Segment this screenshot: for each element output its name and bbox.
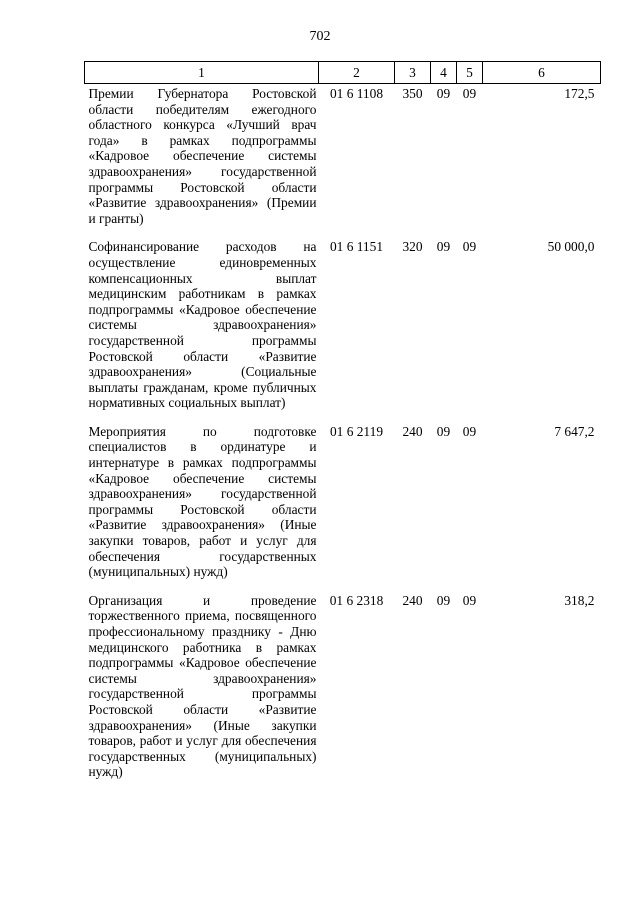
- row-name: Организация и проведение торжественного приема, посвященного профессиональному празднику - Дню медицинского работника в рамках подпрограммы «Кадровое обеспечение системы здравоохранения» государственной программы Ростовской области «Развитие здравоохранения» (Иные закупки товаров, работ и услуг для обеспечения государственных (муниципальных) нужд): [88, 592, 317, 780]
- row-name: Софинансирование расходов на осуществление единовременных компенсационных выплат медицинским работникам в рамках подпрограммы «Кадровое обеспечение системы здравоохранения» государственной программы Ростовской области «Развитие здравоохранения» (Социальные выплаты гражданам, кроме публичных нормативных социальных выплат): [88, 239, 317, 411]
- row-subsection: 09: [462, 239, 477, 255]
- row-section: 09: [436, 592, 451, 608]
- row-expense-type: 240: [402, 592, 423, 608]
- table-row: [85, 84, 601, 238]
- page-number: 702: [309, 29, 331, 44]
- row-name: Премии Губернатора Ростовской области победителям ежегодного областного конкурса «Лучший врач года» в рамках подпрограммы «Кадровое обеспечение системы здравоохранения» государственной программы Ростовской области «Развитие здравоохранения» (Премии и гранты): [88, 86, 317, 226]
- table-row: [85, 237, 601, 422]
- row-code: 01 6 1108: [329, 86, 384, 101]
- table-row: [85, 591, 601, 791]
- budget-table: [84, 61, 601, 791]
- row-name: Мероприятия по подготовке специалистов в ординатуре и интернатуре в рамках подпрограммы «Кадровое обеспечение системы здравоохранения» государственной программы Ростовской области «Развитие здравоохранения» (Иные закупки товаров, работ и услуг для обеспечения государственных (муниципальных) нужд): [88, 423, 317, 580]
- header-row: [85, 62, 601, 84]
- header-col-3: 3: [395, 62, 431, 84]
- row-section: 09: [436, 239, 451, 255]
- header-col-4: 4: [431, 62, 457, 84]
- table-header: [85, 62, 601, 84]
- row-code: 01 6 2119: [329, 423, 384, 439]
- row-expense-type: 350: [402, 86, 423, 101]
- row-section: 09: [436, 86, 451, 101]
- row-subsection: 09: [462, 86, 477, 101]
- row-subsection: 09: [462, 423, 477, 439]
- row-expense-type: 240: [402, 423, 423, 439]
- row-section: 09: [436, 423, 451, 439]
- header-col-5: 5: [457, 62, 483, 84]
- row-code: 01 6 1151: [329, 239, 384, 255]
- header-col-2: 2: [319, 62, 395, 84]
- row-code: 01 6 2318: [329, 592, 384, 608]
- row-amount: 50 000,0: [547, 239, 595, 255]
- row-expense-type: 320: [402, 239, 423, 255]
- row-amount: 172,5: [564, 86, 595, 101]
- table-body: [85, 84, 601, 791]
- header-col-1: 1: [85, 62, 319, 84]
- header-col-6: 6: [483, 62, 601, 84]
- table-row: [85, 422, 601, 591]
- row-amount: 7 647,2: [554, 423, 595, 439]
- row-subsection: 09: [462, 592, 477, 608]
- row-amount: 318,2: [564, 592, 595, 608]
